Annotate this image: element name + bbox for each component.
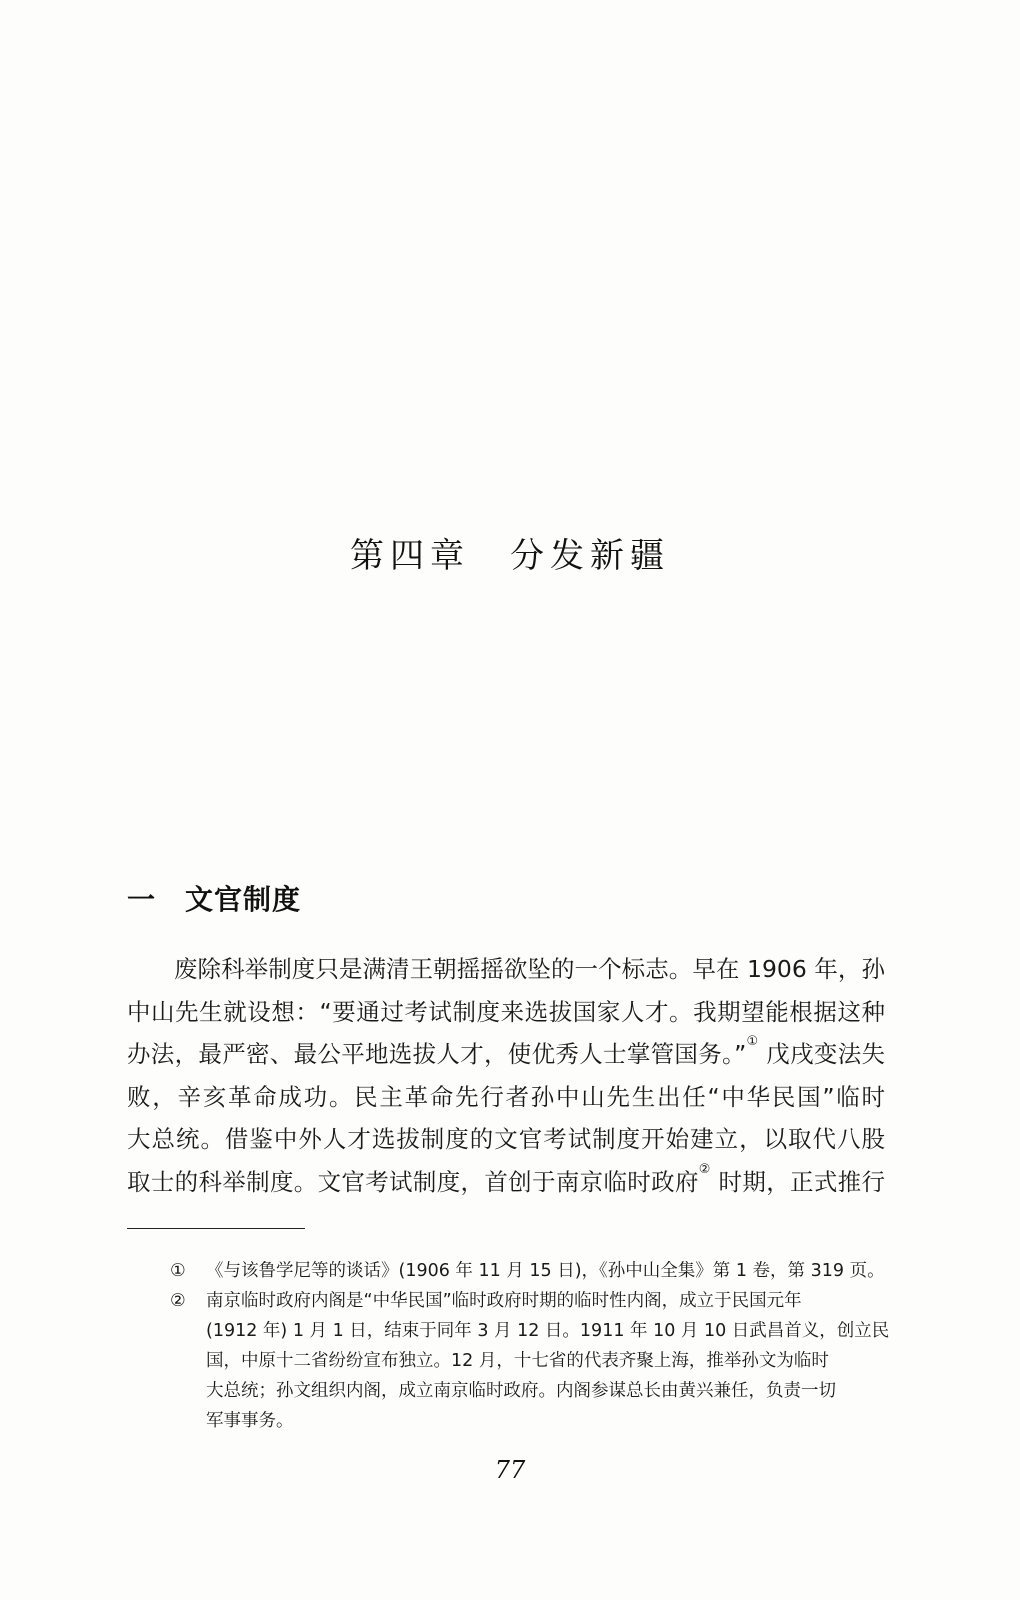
footnote-reference-1[interactable]: ① [746,1034,759,1049]
section-title: 文官制度 [185,883,302,916]
footnote-reference-2[interactable]: ② [698,1161,711,1177]
footnote-line: 《与该鲁学尼等的谈话》(1906 年 11 月 15 日)，《孙中山全集》第 1 卷，第 319 页。 [206,1261,885,1281]
section-number: 一 [127,883,157,916]
footnote-2 [170,1286,890,1436]
footnote-divider [127,1228,305,1229]
paragraph-line [127,1033,885,1076]
footnote-line: 军事事务。 [206,1411,294,1431]
body-paragraph [127,948,885,1203]
footnote-marker: ① [170,1261,186,1281]
paragraph-line: 败，辛亥革命成功。民主革命先行者孙中山先生出任“中华民国”临时 [127,1082,885,1111]
paragraph-line: 废除科举制度只是满清王朝摇摇欲坠的一个标志。早在 1906 年，孙 [174,955,885,983]
chapter-number-label: 第四章 [350,536,470,576]
paragraph-line [127,1161,885,1204]
footnote-1 [170,1256,885,1286]
footnotes [170,1256,890,1436]
paragraph-line-text: 办法，最严密、最公平地选拔人才，使优秀人士掌管国务。” [127,1040,747,1068]
page-number: 77 [494,1456,526,1484]
footnote-marker: ② [170,1291,186,1311]
footnote-line: 国，中原十二省纷纷宣布独立。12 月，十七省的代表齐聚上海，推举孙文为临时 [206,1351,829,1371]
footnote-line: (1912 年) 1 月 1 日，结束于同年 3 月 12 日。1911 年 10 月 10 日武昌首义，创立民 [206,1321,890,1341]
paragraph-line: 大总统。借鉴中外人才选拔制度的文官考试制度开始建立，以取代八股 [127,1125,885,1153]
chapter-title-text: 分发新疆 [510,536,670,576]
paragraph-line-text: 取士的科举制度。文官考试制度，首创于南京临时政府 [127,1167,699,1196]
footnote-line: 大总统；孙文组织内阁，成立南京临时政府。内阁参谋总长由黄兴兼任，负责一切 [206,1381,836,1401]
chapter-title [0,528,1020,577]
section-heading [127,878,301,918]
footnote-line: 南京临时政府内阁是“中华民国”临时政府时期的临时性内阁，成立于民国元年 [206,1291,802,1311]
paragraph-line-text: 戊戌变法失 [758,1040,885,1068]
paragraph-line: 中山先生就设想：“要通过考试制度来选拔国家人才。我期望能根据这种 [127,997,885,1026]
paragraph-line-text: 时期，正式推行 [710,1167,886,1196]
